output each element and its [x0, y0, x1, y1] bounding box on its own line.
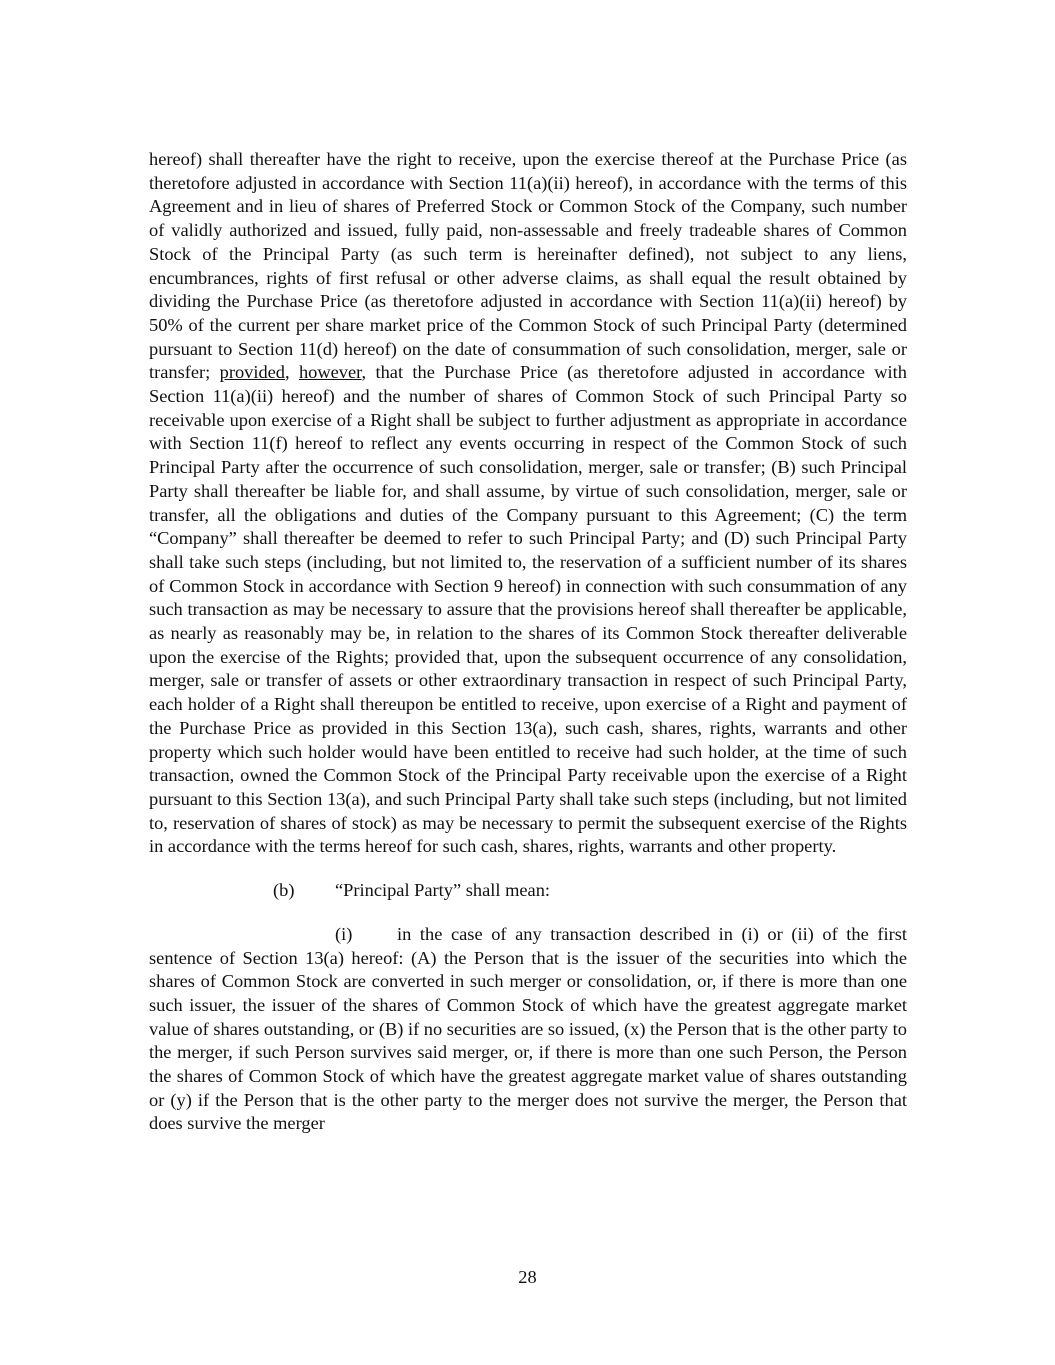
paragraph-section-13a-continuation [149, 148, 907, 859]
paragraph-clause-i [149, 923, 907, 1136]
underlined-however: however [298, 362, 362, 383]
section-label-b: (b) [273, 880, 295, 901]
paragraph-text: hereof) shall thereafter have the right to receive, upon the exercise thereof at the Purchase Price (as theretofore adjusted in accordance with Section 11(a)(ii) hereof), in accordance with the terms of this Agreement and in lieu of shares of Preferred Stock or Common Stock of the Company, such number of validly authorized and issued, fully paid, non-assessable and freely tradeable shares of Common Stock of the Principal Party (as such term is hereinafter defined), not subject to any liens, encumbrances, rights of first refusal or other adverse claims, as shall equal the result obtained by dividing the Purchase Price (as theretofore adjusted in accordance with Section 11(a)(ii) hereof) by 50% of the current per share market price of the Common Stock of such Principal Party (determined pursuant to Section 11(d) hereof) on the date of consummation of such consolidation, merger, sale or transfer; [149, 149, 907, 383]
paragraph-text-continued: , that the Purchase Price (as theretofore adjusted in accordance with Section 11(a)(ii) hereof) and the number of shares of Common Stock of such Principal Party so receivable upon exercise of a Right shall be subject to further adjustment as appropriate in accordance with Section 11(f) hereof to reflect any events occurring in respect of the Common Stock of such Principal Party after the occurrence of such consolidation, merger, sale or transfer; (B) such Principal Party shall thereafter be liable for, and shall assume, by virtue of such consolidation, merger, sale or transfer, all the obligations and duties of the Company pursuant to this Agreement; (C) the term “Company” shall thereafter be deemed to refer to such Principal Party; and (D) such Principal Party shall take such steps (including, but not limited to, the reservation of a sufficient number of its shares of Common Stock in accordance with Section 9 hereof) in connection with such consummation of any such transaction as may be necessary to assure that the provisions hereof shall thereafter be applicable, as nearly as reasonably may be, in relation to the shares of its Common Stock thereafter deliverable upon the exercise of the Rights; provided that, upon the subsequent occurrence of any consolidation, merger, sale or transfer of assets or other extraordinary transaction in respect of such Principal Party, each holder of a Right shall thereupon be entitled to receive, upon exercise of a Right and payment of the Purchase Price as provided in this Section 13(a), such cash, shares, rights, warrants and other property which such holder would have been entitled to receive had such holder, at the time of such transaction, owned the Common Stock of the Principal Party receivable upon the exercise of a Right pursuant to this Section 13(a), and such Principal Party shall take such steps (including, but not limited to, reservation of shares of stock) as may be necessary to permit the subsequent exercise of the Rights in accordance with the terms hereof for such cash, shares, rights, warrants and other property. [149, 362, 907, 857]
comma-separator: , [285, 362, 299, 383]
document-page [149, 148, 907, 1136]
underlined-provided: provided [219, 362, 285, 383]
clause-text: in the case of any transaction described in (i) or (ii) of the first sentence of Section 13(a) hereof: (A) the Person that is the issuer of the securities into which the shares of Common Stock are converted in such merger or consolidation, or, if there is more than one such issuer, the issuer of the shares of Common Stock of which have the greatest aggregate market value of shares outstanding, or (B) if no securities are so issued, (x) the Person that is the other party to the merger, if such Person survives said merger, or, if there is more than one such Person, the Person the shares of Common Stock of which have the greatest aggregate market value of shares outstanding or (y) if the Person that is the other party to the merger does not survive the merger, the Person that does survive the merger [149, 923, 907, 1134]
paragraph-section-13b [149, 879, 907, 903]
section-heading-text: “Principal Party” shall mean: [335, 880, 551, 901]
page-number: 28 [518, 1267, 537, 1287]
clause-label-i: (i) [335, 923, 353, 944]
